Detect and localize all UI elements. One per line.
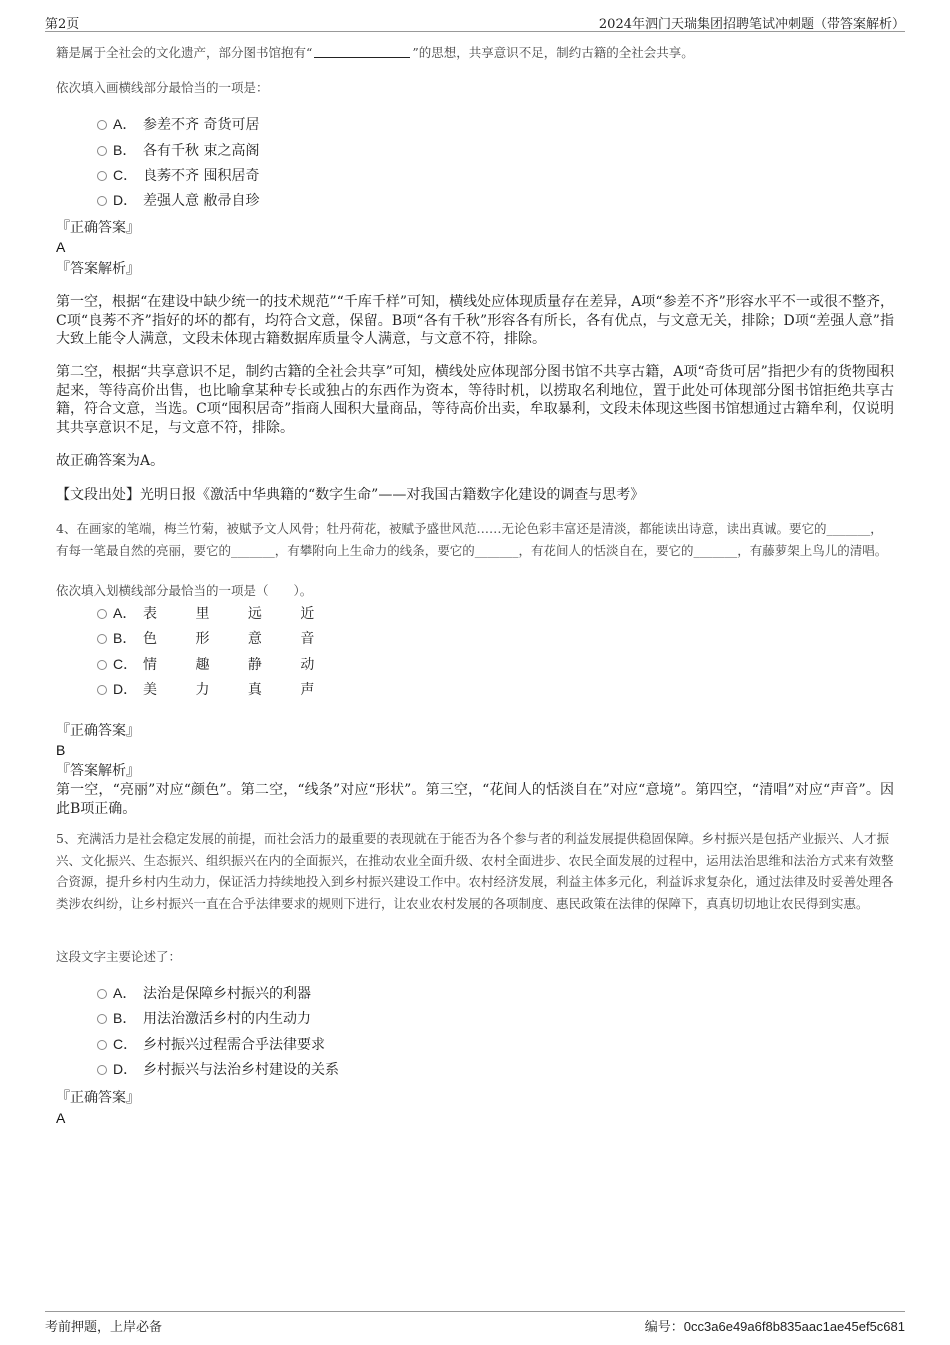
q3-analysis-label: 『答案解析』 <box>56 261 140 277</box>
radio-icon[interactable] <box>97 171 107 181</box>
radio-icon[interactable] <box>97 685 107 695</box>
q3-option-d[interactable]: D． 差强人意 敝帚自珍 <box>97 190 259 210</box>
q3-answer-label: 『正确答案』 <box>56 220 140 236</box>
q3-option-a[interactable]: A． 参差不齐 奇货可居 <box>97 114 259 134</box>
q3-analysis-paragraph-1: 第一空，根据“在建设中缺少统一的技术规范”“千库千样”可知，横线处应体现质量存在差异，A项“参差不齐”形容水平不一或很不整齐，C项“良莠不齐”指好的坏的都有，均符合文意，保留。B项“各有千秋”形容各有所长，各有优点，与文意无关，排除；D项“差强人意”指大致上能令人满意，文段未体现古籍数据库质量令人满意，与文意不符，排除。 <box>56 294 894 347</box>
q5-stem: 5、充满活力是社会稳定发展的前提，而社会活力的最重要的表现就在于能否为各个参与者的利益发展提供稳固保障。乡村振兴是包括产业振兴、人才振兴、文化振兴、生态振兴、组织振兴在内的全面振兴，在推动农业全面升级、农村全面进步、农民全面发展的过程中，运用法治思维和法治方式来有效整合资源，提升乡村内生动力，保证活力持续地投入到乡村振兴建设工作中。农村经济发展，利益主体多元化，利益诉求复杂化，通过法律及时妥善处理各类涉农纠纷，让乡村振兴一直在合乎法律要求的规则下进行，让农业农村发展的各项制度、惠民政策在法律的保障下，真真切切地让农民得到实惠。 <box>56 831 894 911</box>
radio-icon[interactable] <box>97 146 107 156</box>
q4-answer: B <box>56 742 66 758</box>
q3-option-c[interactable]: C． 良莠不齐 囤积居奇 <box>97 165 259 185</box>
q4-prompt: 依次填入划横线部分最恰当的一项是（ ）。 <box>56 583 313 598</box>
q3-passage-tail: 籍是属于全社会的文化遗产，部分图书馆抱有“ ”的思想，共享意识不足，制约古籍的全社会共享。 <box>56 45 694 60</box>
radio-icon[interactable] <box>97 1040 107 1050</box>
radio-icon[interactable] <box>97 1014 107 1024</box>
radio-icon[interactable] <box>97 196 107 206</box>
radio-icon[interactable] <box>97 1065 107 1075</box>
q3-option-b[interactable]: B． 各有千秋 束之高阁 <box>97 140 259 160</box>
q4-analysis-label: 『答案解析』 <box>56 763 140 779</box>
q4-option-a[interactable]: A． 表 里 远 近 <box>97 603 331 623</box>
q5-answer-label: 『正确答案』 <box>56 1090 140 1106</box>
document-code: 编号：0cc3a6e49a6f8b835aac1ae45ef5c681 <box>644 1319 905 1335</box>
radio-icon[interactable] <box>97 120 107 130</box>
q3-prompt: 依次填入画横线部分最恰当的一项是： <box>56 80 269 95</box>
q5-option-a[interactable]: A． 法治是保障乡村振兴的利器 <box>97 983 311 1003</box>
radio-icon[interactable] <box>97 989 107 999</box>
q4-answer-label: 『正确答案』 <box>56 723 140 739</box>
footer-slogan: 考前押题，上岸必备 <box>45 1320 163 1335</box>
q4-option-d[interactable]: D． 美 力 真 声 <box>97 679 331 699</box>
q3-source: 【文段出处】光明日报《激活中华典籍的“数字生命”——对我国古籍数字化建设的调查与思考》 <box>56 487 645 503</box>
page-footer <box>45 1311 905 1336</box>
q3-analysis-conclusion: 故正确答案为A。 <box>56 453 165 469</box>
radio-icon[interactable] <box>97 634 107 644</box>
q4-analysis: 第一空，“亮丽”对应“颜色”。第二空，“线条”对应“形状”。第三空，“花间人的恬淡自在”对应“意境”。第四空，“清唱”对应“声音”。因此B项正确。 <box>56 782 894 817</box>
page-number: 第2页 <box>45 17 80 32</box>
q3-answer: A <box>56 239 66 255</box>
q4-option-c[interactable]: C． 情 趣 静 动 <box>97 654 331 674</box>
q5-prompt: 这段文字主要论述了： <box>56 949 182 964</box>
q5-option-d[interactable]: D． 乡村振兴与法治乡村建设的关系 <box>97 1059 339 1079</box>
radio-icon[interactable] <box>97 660 107 670</box>
document-title: 2024年泗门天瑞集团招聘笔试冲刺题（带答案解析） <box>598 17 905 32</box>
fill-blank <box>314 46 410 58</box>
q4-option-b[interactable]: B． 色 形 意 音 <box>97 628 331 648</box>
q4-stem: 4、在画家的笔端，梅兰竹菊，被赋予文人风骨；牡丹荷花，被赋予盛世风范……无论色彩丰富还是清淡，都能读出诗意，读出真诚。要它的_______，有每一笔最自然的亮丽，要它的_______，有攀附向上生命力的线条，要它的_______，有花间人的恬淡自在，要它的_______，有藤萝架上鸟儿的清唱。 <box>56 521 888 558</box>
q5-option-b[interactable]: B． 用法治激活乡村的内生动力 <box>97 1008 311 1028</box>
q5-answer: A <box>56 1110 66 1126</box>
q3-analysis-paragraph-2: 第二空，根据“共享意识不足，制约古籍的全社会共享”可知，横线处应体现部分图书馆不共享古籍，A项“奇货可居”指把少有的货物囤积起来，等待高价出售，也比喻拿某种专长或独占的东西作为资本，等待时机，以捞取名利地位，置于此处可体现部分图书馆拒绝共享古籍，符合文意，当选。C项“囤积居奇”指商人囤积大量商品，等待高价出卖，牟取暴利，文段未体现这些图书馆想通过古籍牟利，仅说明其共享意识不足，与文意不符，排除。 <box>56 364 894 436</box>
radio-icon[interactable] <box>97 609 107 619</box>
q5-option-c[interactable]: C． 乡村振兴过程需合乎法律要求 <box>97 1034 325 1054</box>
page-header <box>45 10 905 32</box>
